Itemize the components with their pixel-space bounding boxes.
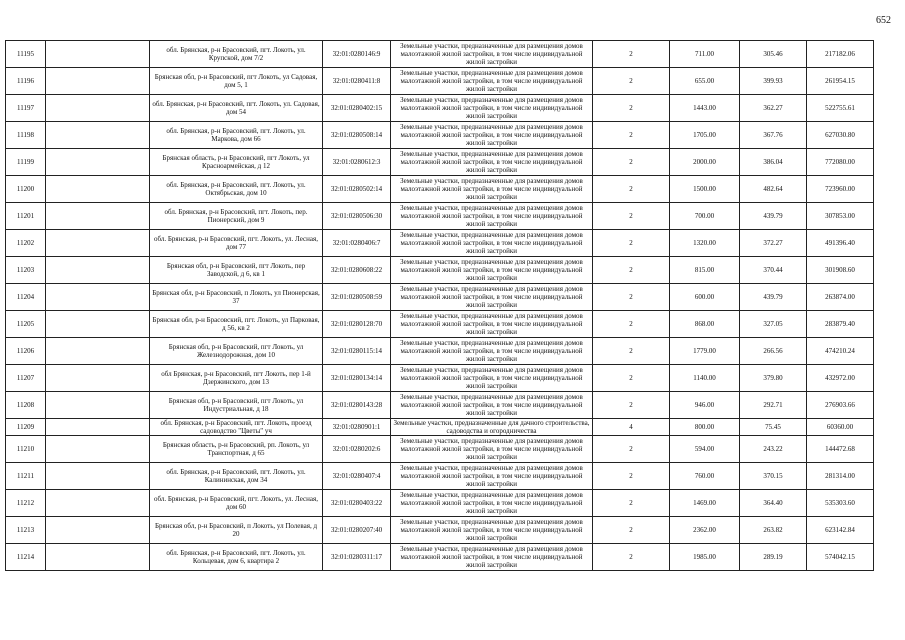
table-row: [6, 176, 874, 203]
cadastral-number-cell: 32:01:0280407:4: [323, 463, 391, 490]
land-use-cell: Земельные участки, предназначенные для размещения домов малоэтажной жилой застройки, в том числе индивидуальной жилой застройки: [391, 68, 593, 95]
cadastral-value-cell: 535303.60: [807, 490, 874, 517]
cadastral-value-cell: 281314.00: [807, 463, 874, 490]
land-use-cell: Земельные участки, предназначенные для размещения домов малоэтажной жилой застройки, в том числе индивидуальной жилой застройки: [391, 41, 593, 68]
row-number-cell: 11212: [6, 490, 46, 517]
address-cell: Брянская обл, р-н Брасовский, п Локоть, ул Пионерская, 37: [150, 284, 323, 311]
address-cell: Брянская обл, р-н Брасовский, п Локоть, ул Полевая, д 20: [150, 517, 323, 544]
group-cell: 2: [593, 284, 670, 311]
group-cell: 4: [593, 419, 670, 436]
land-use-cell: Земельные участки, предназначенные для размещения домов малоэтажной жилой застройки, в том числе индивидуальной жилой застройки: [391, 436, 593, 463]
area-cell: 2000.00: [670, 149, 740, 176]
address-cell: обл. Брянская, р-н Брасовский, пгт. Локоть, ул. Октябрьская, дом 10: [150, 176, 323, 203]
empty-cell: [46, 463, 150, 490]
rate-cell: 305.46: [740, 41, 807, 68]
empty-cell: [46, 365, 150, 392]
group-cell: 2: [593, 257, 670, 284]
address-cell: Брянская область, р-н Брасовский, рп. Локоть, ул Транспортная, д 65: [150, 436, 323, 463]
row-number-cell: 11208: [6, 392, 46, 419]
cadastral-number-cell: 32:01:0280146:9: [323, 41, 391, 68]
cadastral-value-cell: 522755.61: [807, 95, 874, 122]
rate-cell: 266.56: [740, 338, 807, 365]
group-cell: 2: [593, 203, 670, 230]
land-use-cell: Земельные участки, предназначенные для размещения домов малоэтажной жилой застройки, в том числе индивидуальной жилой застройки: [391, 544, 593, 571]
cadastral-number-cell: 32:01:0280508:59: [323, 284, 391, 311]
cadastral-number-cell: 32:01:0280901:1: [323, 419, 391, 436]
rate-cell: 243.22: [740, 436, 807, 463]
empty-cell: [46, 544, 150, 571]
group-cell: 2: [593, 365, 670, 392]
table-row: [6, 392, 874, 419]
cadastral-value-cell: 217182.06: [807, 41, 874, 68]
table-row: [6, 463, 874, 490]
rate-cell: 372.27: [740, 230, 807, 257]
row-number-cell: 11199: [6, 149, 46, 176]
address-cell: обл. Брянская, р-н Брасовский, пгт. Локоть, пер. Пионерский, дом 9: [150, 203, 323, 230]
row-number-cell: 11204: [6, 284, 46, 311]
area-cell: 2362.00: [670, 517, 740, 544]
cadastral-value-cell: 623142.84: [807, 517, 874, 544]
address-cell: Брянская обл, р-н Брасовский, пгт. Локоть, ул Парковая, д 56, кв 2: [150, 311, 323, 338]
group-cell: 2: [593, 436, 670, 463]
empty-cell: [46, 436, 150, 463]
rate-cell: 367.76: [740, 122, 807, 149]
table-row: [6, 436, 874, 463]
land-use-cell: Земельные участки, предназначенные для размещения домов малоэтажной жилой застройки, в том числе индивидуальной жилой застройки: [391, 392, 593, 419]
area-cell: 1500.00: [670, 176, 740, 203]
land-use-cell: Земельные участки, предназначенные для размещения домов малоэтажной жилой застройки, в том числе индивидуальной жилой застройки: [391, 338, 593, 365]
row-number-cell: 11214: [6, 544, 46, 571]
table-row: [6, 338, 874, 365]
row-number-cell: 11198: [6, 122, 46, 149]
area-cell: 1443.00: [670, 95, 740, 122]
group-cell: 2: [593, 41, 670, 68]
cadastral-number-cell: 32:01:0280143:28: [323, 392, 391, 419]
area-cell: 594.00: [670, 436, 740, 463]
table-row: [6, 122, 874, 149]
address-cell: Брянская обл, р-н Брасовский, пгт Локоть, пер Заводской, д 6, кв 1: [150, 257, 323, 284]
empty-cell: [46, 338, 150, 365]
table-body: [6, 41, 874, 571]
empty-cell: [46, 122, 150, 149]
empty-cell: [46, 419, 150, 436]
group-cell: 2: [593, 311, 670, 338]
empty-cell: [46, 149, 150, 176]
group-cell: 2: [593, 517, 670, 544]
area-cell: 1320.00: [670, 230, 740, 257]
table-row: [6, 365, 874, 392]
table-row: [6, 68, 874, 95]
area-cell: 868.00: [670, 311, 740, 338]
land-use-cell: Земельные участки, предназначенные для размещения домов малоэтажной жилой застройки, в том числе индивидуальной жилой застройки: [391, 122, 593, 149]
row-number-cell: 11210: [6, 436, 46, 463]
cadastral-number-cell: 32:01:0280311:17: [323, 544, 391, 571]
cadastral-value-cell: 491396.40: [807, 230, 874, 257]
rate-cell: 386.04: [740, 149, 807, 176]
table-row: [6, 284, 874, 311]
empty-cell: [46, 311, 150, 338]
land-registry-table: [5, 40, 874, 571]
land-use-cell: Земельные участки, предназначенные для размещения домов малоэтажной жилой застройки, в том числе индивидуальной жилой застройки: [391, 149, 593, 176]
rate-cell: 364.40: [740, 490, 807, 517]
address-cell: обл. Брянская, р-н Брасовский, пгт. Локоть, ул. Калининская, дом 34: [150, 463, 323, 490]
area-cell: 1985.00: [670, 544, 740, 571]
row-number-cell: 11202: [6, 230, 46, 257]
table-row: [6, 230, 874, 257]
land-use-cell: Земельные участки, предназначенные для размещения домов малоэтажной жилой застройки, в том числе индивидуальной жилой застройки: [391, 284, 593, 311]
empty-cell: [46, 257, 150, 284]
area-cell: 700.00: [670, 203, 740, 230]
group-cell: 2: [593, 338, 670, 365]
group-cell: 2: [593, 490, 670, 517]
row-number-cell: 11209: [6, 419, 46, 436]
cadastral-value-cell: 432972.00: [807, 365, 874, 392]
table-row: [6, 257, 874, 284]
cadastral-number-cell: 32:01:0280508:14: [323, 122, 391, 149]
rate-cell: 263.82: [740, 517, 807, 544]
rate-cell: 289.19: [740, 544, 807, 571]
rate-cell: 292.71: [740, 392, 807, 419]
address-cell: обл. Брянская, р-н Брасовский, пгт. Локоть, ул. Садовая, дом 54: [150, 95, 323, 122]
land-use-cell: Земельные участки, предназначенные для размещения домов малоэтажной жилой застройки, в том числе индивидуальной жилой застройки: [391, 176, 593, 203]
land-use-cell: Земельные участки, предназначенные для дачного строительства, садоводства и огородничества: [391, 419, 593, 436]
cadastral-value-cell: 307853.00: [807, 203, 874, 230]
cadastral-value-cell: 263874.00: [807, 284, 874, 311]
table-row: [6, 419, 874, 436]
rate-cell: 482.64: [740, 176, 807, 203]
table-row: [6, 95, 874, 122]
row-number-cell: 11205: [6, 311, 46, 338]
address-cell: Брянская обл, р-н Брасовский, пгт Локоть, ул Садовая, дом 5, 1: [150, 68, 323, 95]
land-use-cell: Земельные участки, предназначенные для размещения домов малоэтажной жилой застройки, в том числе индивидуальной жилой застройки: [391, 257, 593, 284]
address-cell: обл. Брянская, р-н Брасовский, пгт. Локоть, ул. Лесная, дом 77: [150, 230, 323, 257]
table-row: [6, 149, 874, 176]
land-use-cell: Земельные участки, предназначенные для размещения домов малоэтажной жилой застройки, в том числе индивидуальной жилой застройки: [391, 490, 593, 517]
area-cell: 1705.00: [670, 122, 740, 149]
empty-cell: [46, 392, 150, 419]
table-row: [6, 41, 874, 68]
area-cell: 1779.00: [670, 338, 740, 365]
cadastral-number-cell: 32:01:0280128:70: [323, 311, 391, 338]
cadastral-value-cell: 283879.40: [807, 311, 874, 338]
address-cell: обл. Брянская, р-н Брасовский, пгт. Локоть, ул. Кольцевая, дом 6, квартира 2: [150, 544, 323, 571]
address-cell: обл. Брянская, р-н Брасовский, пгт. Локоть, проезд садоводство "Цветы" уч: [150, 419, 323, 436]
table-row: [6, 517, 874, 544]
address-cell: Брянская область, р-н Брасовский, пгт Локоть, ул Красноармейская, д 12: [150, 149, 323, 176]
rate-cell: 379.80: [740, 365, 807, 392]
row-number-cell: 11206: [6, 338, 46, 365]
land-use-cell: Земельные участки, предназначенные для размещения домов малоэтажной жилой застройки, в том числе индивидуальной жилой застройки: [391, 517, 593, 544]
row-number-cell: 11203: [6, 257, 46, 284]
area-cell: 600.00: [670, 284, 740, 311]
rate-cell: 370.44: [740, 257, 807, 284]
row-number-cell: 11207: [6, 365, 46, 392]
cadastral-number-cell: 32:01:0280134:14: [323, 365, 391, 392]
row-number-cell: 11195: [6, 41, 46, 68]
empty-cell: [46, 517, 150, 544]
area-cell: 800.00: [670, 419, 740, 436]
cadastral-value-cell: 276903.66: [807, 392, 874, 419]
table-row: [6, 311, 874, 338]
area-cell: 760.00: [670, 463, 740, 490]
cadastral-number-cell: 32:01:0280411:8: [323, 68, 391, 95]
rate-cell: 370.15: [740, 463, 807, 490]
rate-cell: 439.79: [740, 203, 807, 230]
area-cell: 655.00: [670, 68, 740, 95]
rate-cell: 75.45: [740, 419, 807, 436]
row-number-cell: 11196: [6, 68, 46, 95]
cadastral-number-cell: 32:01:0280403:22: [323, 490, 391, 517]
group-cell: 2: [593, 544, 670, 571]
group-cell: 2: [593, 392, 670, 419]
address-cell: обл Брянская, р-н Брасовский, пгт Локоть, пер 1-й Дзержинского, дом 13: [150, 365, 323, 392]
cadastral-number-cell: 32:01:0280402:15: [323, 95, 391, 122]
area-cell: 1469.00: [670, 490, 740, 517]
area-cell: 711.00: [670, 41, 740, 68]
cadastral-value-cell: 627030.80: [807, 122, 874, 149]
cadastral-number-cell: 32:01:0280202:6: [323, 436, 391, 463]
cadastral-value-cell: 574042.15: [807, 544, 874, 571]
cadastral-value-cell: 723960.00: [807, 176, 874, 203]
table-row: [6, 490, 874, 517]
row-number-cell: 11197: [6, 95, 46, 122]
cadastral-number-cell: 32:01:0280506:30: [323, 203, 391, 230]
row-number-cell: 11211: [6, 463, 46, 490]
cadastral-number-cell: 32:01:0280502:14: [323, 176, 391, 203]
address-cell: обл. Брянская, р-н Брасовский, пгт. Локоть, ул. Лесная, дом 60: [150, 490, 323, 517]
land-use-cell: Земельные участки, предназначенные для размещения домов малоэтажной жилой застройки, в том числе индивидуальной жилой застройки: [391, 230, 593, 257]
address-cell: Брянская обл, р-н Брасовский, пгт Локоть, ул Индустриальная, д 18: [150, 392, 323, 419]
rate-cell: 362.27: [740, 95, 807, 122]
cadastral-value-cell: 144472.68: [807, 436, 874, 463]
land-use-cell: Земельные участки, предназначенные для размещения домов малоэтажной жилой застройки, в том числе индивидуальной жилой застройки: [391, 311, 593, 338]
empty-cell: [46, 230, 150, 257]
row-number-cell: 11200: [6, 176, 46, 203]
table-row: [6, 203, 874, 230]
page-number: 652: [876, 15, 891, 26]
land-use-cell: Земельные участки, предназначенные для размещения домов малоэтажной жилой застройки, в том числе индивидуальной жилой застройки: [391, 95, 593, 122]
table-row: [6, 544, 874, 571]
empty-cell: [46, 41, 150, 68]
rate-cell: 399.93: [740, 68, 807, 95]
cadastral-value-cell: 261954.15: [807, 68, 874, 95]
land-use-cell: Земельные участки, предназначенные для размещения домов малоэтажной жилой застройки, в том числе индивидуальной жилой застройки: [391, 203, 593, 230]
area-cell: 815.00: [670, 257, 740, 284]
address-cell: Брянская обл, р-н Брасовский, пгт Локоть, ул Железнодорожная, дом 10: [150, 338, 323, 365]
empty-cell: [46, 68, 150, 95]
area-cell: 946.00: [670, 392, 740, 419]
cadastral-number-cell: 32:01:0280207:40: [323, 517, 391, 544]
row-number-cell: 11213: [6, 517, 46, 544]
group-cell: 2: [593, 176, 670, 203]
group-cell: 2: [593, 122, 670, 149]
cadastral-value-cell: 301908.60: [807, 257, 874, 284]
rate-cell: 439.79: [740, 284, 807, 311]
empty-cell: [46, 203, 150, 230]
cadastral-number-cell: 32:01:0280115:14: [323, 338, 391, 365]
address-cell: обл. Брянская, р-н Брасовский, пгт. Локоть, ул. Маркова, дом 66: [150, 122, 323, 149]
group-cell: 2: [593, 95, 670, 122]
empty-cell: [46, 176, 150, 203]
cadastral-number-cell: 32:01:0280612:3: [323, 149, 391, 176]
cadastral-number-cell: 32:01:0280406:7: [323, 230, 391, 257]
row-number-cell: 11201: [6, 203, 46, 230]
empty-cell: [46, 284, 150, 311]
address-cell: обл. Брянская, р-н Брасовский, пгт. Локоть, ул. Крупской, дом 7/2: [150, 41, 323, 68]
empty-cell: [46, 490, 150, 517]
cadastral-value-cell: 60360.00: [807, 419, 874, 436]
cadastral-value-cell: 474210.24: [807, 338, 874, 365]
group-cell: 2: [593, 68, 670, 95]
empty-cell: [46, 95, 150, 122]
land-use-cell: Земельные участки, предназначенные для размещения домов малоэтажной жилой застройки, в том числе индивидуальной жилой застройки: [391, 365, 593, 392]
group-cell: 2: [593, 463, 670, 490]
group-cell: 2: [593, 230, 670, 257]
area-cell: 1140.00: [670, 365, 740, 392]
land-use-cell: Земельные участки, предназначенные для размещения домов малоэтажной жилой застройки, в том числе индивидуальной жилой застройки: [391, 463, 593, 490]
cadastral-number-cell: 32:01:0280608:22: [323, 257, 391, 284]
group-cell: 2: [593, 149, 670, 176]
rate-cell: 327.05: [740, 311, 807, 338]
cadastral-value-cell: 772080.00: [807, 149, 874, 176]
